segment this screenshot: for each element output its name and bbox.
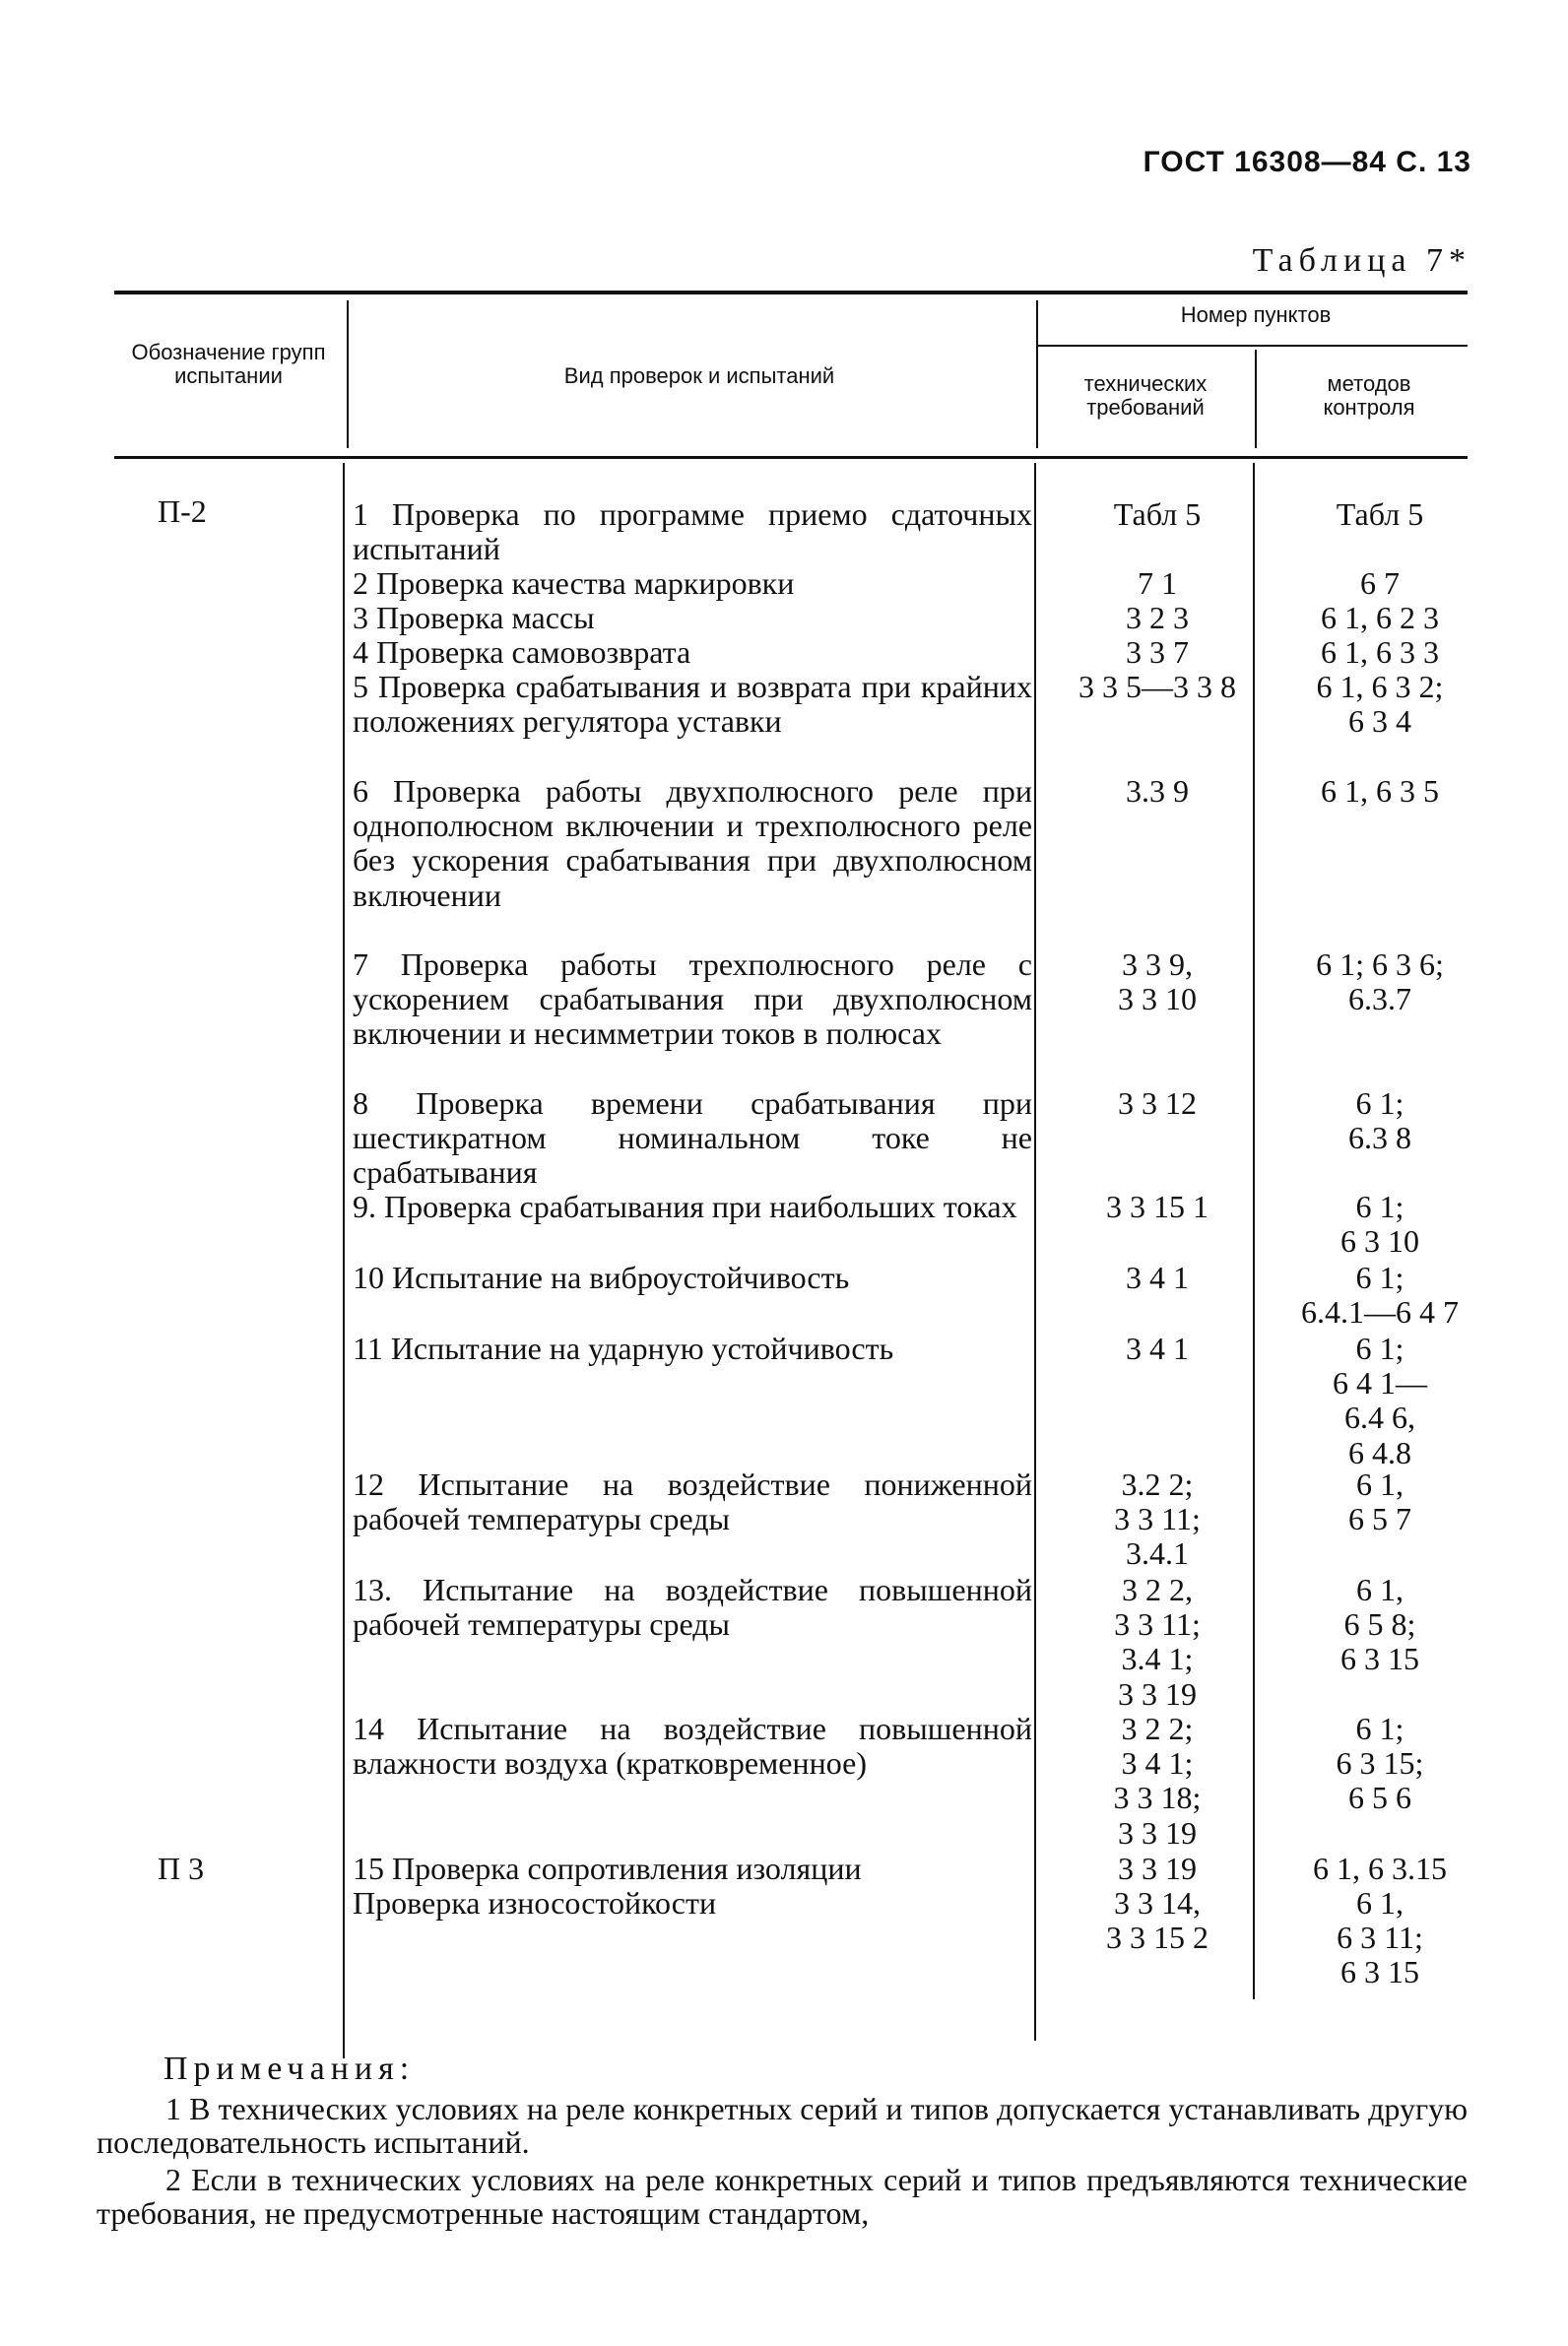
group-p2: П-2 <box>158 493 207 529</box>
body-divider-tech <box>1253 463 1255 1999</box>
col-header-tests: Вид проверок и испытаний <box>563 363 835 388</box>
body-divider-tests <box>1034 463 1036 2041</box>
row-5-meth: 6 1, 6 3 2; 6 3 4 <box>1316 669 1444 740</box>
row-16-meth: 6 1, 6 3 11; 6 3 15 <box>1337 1885 1423 1990</box>
body-divider-group <box>343 463 345 2058</box>
row-8-tech: 3 3 12 <box>1118 1085 1197 1121</box>
row-1-desc: 1 Проверка по программе приемо сдаточных испытаний <box>353 496 1032 567</box>
row-13-meth: 6 1, 6 5 8; 6 3 15 <box>1340 1572 1419 1677</box>
col-divider-group <box>347 300 349 448</box>
row-4-tech: 3 3 7 <box>1126 634 1189 670</box>
row-5-tech: 3 3 5—3 3 8 <box>1078 669 1236 704</box>
points-subheader-rule <box>1038 345 1468 347</box>
row-6-desc: 6 Проверка работы двухполюсного реле при однополюсном включении и трехполюсного реле без ускорения срабатывания при двухполюсном включении <box>353 773 1032 913</box>
row-12-desc: 12 Испытание на воздействие пониженной рабочей температуры среды <box>353 1466 1032 1537</box>
notes-title: Примечания: <box>163 2051 416 2087</box>
row-9-meth: 6 1; 6 3 10 <box>1340 1189 1419 1260</box>
col-header-points: Номер пунктов <box>1180 302 1332 327</box>
row-14-meth: 6 1; 6 3 15; 6 5 6 <box>1336 1711 1424 1816</box>
table-top-rule <box>114 291 1468 294</box>
group-p3: П 3 <box>158 1851 205 1886</box>
row-7-desc: 7 Проверка работы трехполюсного реле с ускорением срабатывания при двухполюсном включении и несимметрии токов в полюсах <box>353 946 1032 1052</box>
row-2-meth: 6 7 <box>1360 565 1400 601</box>
row-7-meth: 6 1; 6 3 6; 6.3.7 <box>1316 946 1444 1017</box>
row-9-tech: 3 3 15 1 <box>1106 1189 1209 1224</box>
row-4-meth: 6 1, 6 3 3 <box>1321 634 1439 670</box>
col-header-tech-req: технических требований <box>1083 371 1208 420</box>
row-2-desc: 2 Проверка качества маркировки <box>353 565 795 601</box>
row-12-meth: 6 1, 6 5 7 <box>1348 1466 1411 1537</box>
row-5-desc: 5 Проверка срабатывания и возврата при крайних положениях регулятора уставки <box>353 669 1032 740</box>
row-15-meth: 6 1, 6 3.15 <box>1313 1851 1447 1886</box>
row-11-desc: 11 Испытание на ударную устойчивость <box>353 1331 894 1366</box>
row-11-tech: 3 4 1 <box>1126 1331 1189 1366</box>
row-3-desc: 3 Проверка массы <box>353 600 595 635</box>
col-divider-tech <box>1255 350 1257 448</box>
row-14-tech: 3 2 2; 3 4 1; 3 3 18; 3 3 19 <box>1113 1711 1202 1851</box>
row-6-meth: 6 1, 6 3 5 <box>1321 773 1439 809</box>
row-7-tech: 3 3 9, 3 3 10 <box>1118 946 1197 1017</box>
row-9-desc: 9. Проверка срабатывания при наибольших токах <box>353 1189 1017 1224</box>
row-3-tech: 3 2 3 <box>1126 600 1189 635</box>
note-1: 1 В технических условиях на реле конкретных серий и типов допускается устанавливать другую последовательность испытаний. <box>97 2091 1468 2160</box>
row-16-tech: 3 3 14, 3 3 15 2 <box>1106 1885 1209 1956</box>
col-header-group: Обозначение групп испытании <box>131 340 326 388</box>
standard-header: ГОСТ 16308—84 С. 13 <box>1143 146 1471 178</box>
row-11-meth: 6 1; 6 4 1— 6.4 6, 6 4.8 <box>1333 1331 1427 1470</box>
row-10-tech: 3 4 1 <box>1126 1260 1189 1295</box>
row-6-tech: 3.3 9 <box>1126 773 1189 809</box>
row-15-tech: 3 3 19 <box>1118 1851 1197 1886</box>
row-10-meth: 6 1; 6.4.1—6 4 7 <box>1301 1260 1459 1331</box>
table-title: Таблица 7* <box>1252 242 1471 279</box>
row-8-desc: 8 Проверка времени срабатывания при шестикратном номинальном токе не срабатывания <box>353 1085 1032 1191</box>
row-14-desc: 14 Испытание на воздействие повышенной влажности воздуха (кратковременное) <box>353 1711 1032 1782</box>
col-divider-tests <box>1036 300 1038 448</box>
row-12-tech: 3.2 2; 3 3 11; 3.4.1 <box>1114 1466 1201 1572</box>
row-3-meth: 6 1, 6 2 3 <box>1321 600 1439 635</box>
note-2: 2 Если в технических условиях на реле конкретных серий и типов предъявляются технические требования, не предусмотренные настоящим стандартом, <box>97 2162 1468 2231</box>
row-2-tech: 7 1 <box>1138 565 1177 601</box>
header-bottom-rule <box>114 456 1468 459</box>
row-8-meth: 6 1; 6.3 8 <box>1348 1085 1411 1156</box>
row-4-desc: 4 Проверка самовозврата <box>353 634 691 670</box>
col-header-control-methods: методов контроля <box>1323 371 1415 420</box>
row-13-desc: 13. Испытание на воздействие повышенной рабочей температуры среды <box>353 1572 1032 1643</box>
row-16-desc: Проверка износостойкости <box>353 1885 717 1921</box>
row-10-desc: 10 Испытание на виброустойчивость <box>353 1260 850 1295</box>
row-1-tech: Табл 5 <box>1113 496 1202 532</box>
row-1-meth: Табл 5 <box>1336 496 1424 532</box>
row-15-desc: 15 Проверка сопротивления изоляции <box>353 1851 862 1886</box>
row-13-tech: 3 2 2, 3 3 11; 3.4 1; 3 3 19 <box>1114 1572 1201 1712</box>
